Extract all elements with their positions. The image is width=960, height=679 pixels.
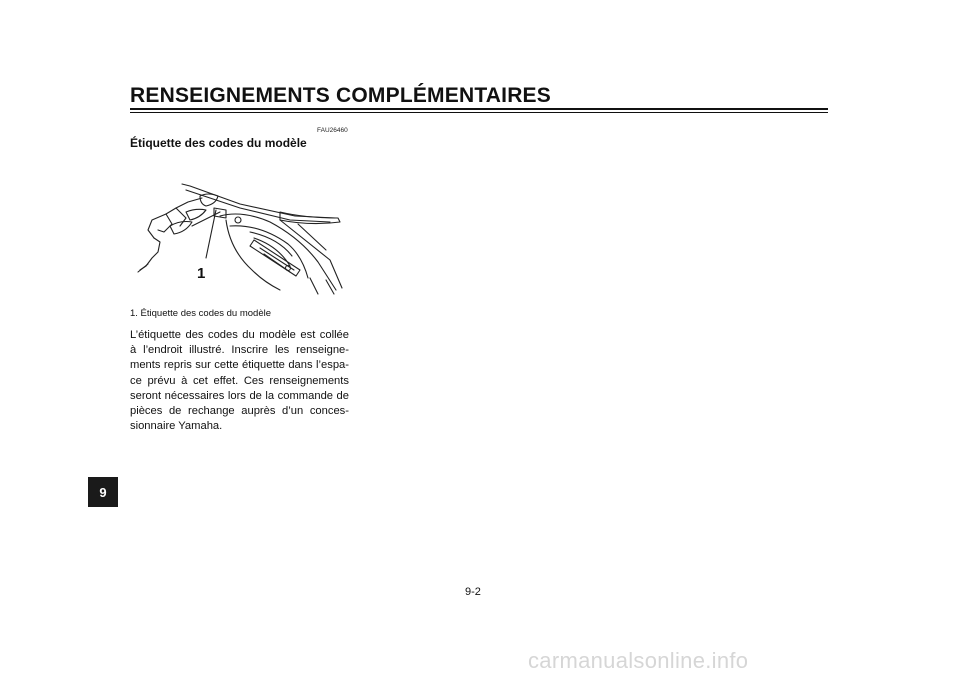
model-label-illustration [130, 160, 352, 296]
header-rule-thin [130, 112, 828, 113]
section-code: FAU26460 [317, 127, 348, 134]
figure-caption: 1. Étiquette des codes du modèle [130, 308, 272, 319]
body-paragraph: L’étiquette des codes du modèle est collée à l’endroit illustré. Inscrire les renseignements repris sur cette étiquette dans l’espace prévu à cet effet. Ces renseignements seront nécessaires lors de la commande de pièces de rechange auprès d’un concessionnaire Yamaha. [130, 329, 349, 433]
figure-callout: 1 [197, 265, 206, 282]
section-heading: Étiquette des codes du modèle [130, 136, 307, 150]
page-title: RENSEIGNEMENTS COMPLÉMENTAIRES [130, 84, 551, 107]
watermark: carmanualsonline.info [528, 648, 749, 673]
chapter-tab: 9 [88, 477, 118, 507]
page-number: 9-2 [465, 586, 481, 598]
header-rule [130, 108, 828, 110]
